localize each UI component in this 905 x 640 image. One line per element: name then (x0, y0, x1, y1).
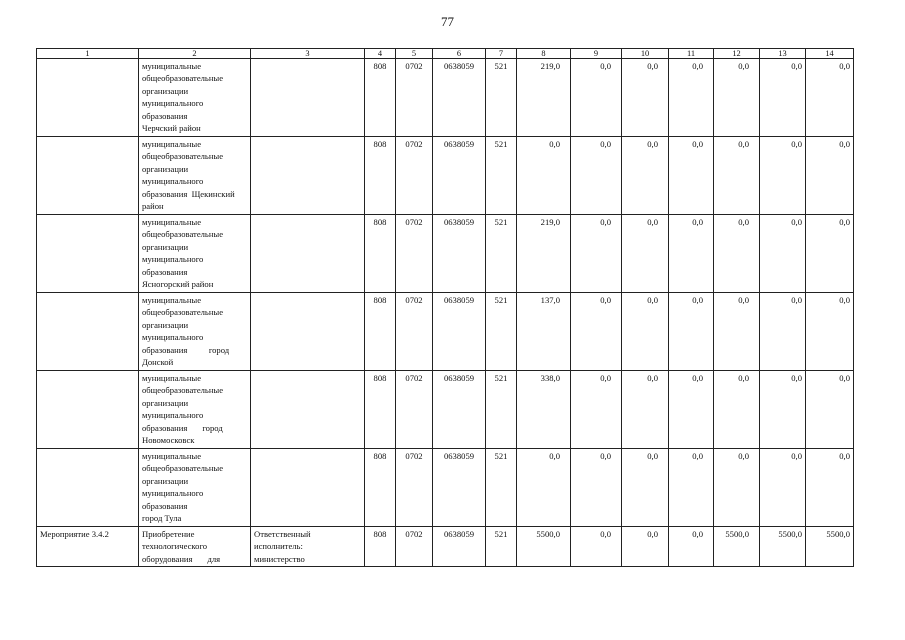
recipient-line: муниципального (142, 488, 204, 499)
recipient-line: район (142, 201, 164, 212)
cell-amount: 0,0 (669, 371, 714, 449)
recipient-line: муниципальные (142, 217, 202, 227)
recipient-line: образования (142, 266, 188, 277)
cell-expense-type: 521 (486, 215, 517, 293)
recipient-line: Донской (142, 357, 174, 368)
recipient-line: организации (142, 241, 189, 252)
cell-amount: 0,0 (571, 293, 622, 371)
table-row (37, 371, 854, 449)
col-header: 10 (622, 49, 669, 59)
col-header: 4 (365, 49, 396, 59)
cell-target-article: 0638059 (433, 59, 486, 137)
cell-amount: 0,0 (806, 293, 854, 371)
cell-recipient (139, 449, 251, 527)
cell-expense-type: 521 (486, 371, 517, 449)
cell-grbs: 808 (365, 527, 396, 567)
recipient-line: образования Щекинский (142, 188, 235, 199)
recipient-line: общеобразовательные (142, 229, 224, 240)
cell-amount: 0,0 (622, 59, 669, 137)
recipient-line: муниципальные (142, 373, 202, 383)
cell-amount: 0,0 (806, 137, 854, 215)
page-number: 77 (441, 14, 454, 29)
cell-amount: 0,0 (571, 59, 622, 137)
budget-table (36, 48, 854, 567)
recipient-line: муниципальные (142, 451, 202, 461)
cell-section: 0702 (396, 527, 433, 567)
cell-recipient (139, 59, 251, 137)
recipient-line: общеобразовательные (142, 307, 224, 318)
col-header: 12 (714, 49, 760, 59)
cell-expense-type: 521 (486, 59, 517, 137)
recipient-line: образования (142, 110, 188, 121)
cell-amount: 219,0 (517, 59, 571, 137)
cell-recipient (139, 527, 251, 567)
recipient-line: организации (142, 397, 189, 408)
cell-target-article: 0638059 (433, 527, 486, 567)
cell-section: 0702 (396, 293, 433, 371)
recipient-line: муниципального (142, 410, 204, 421)
cell-amount: 0,0 (714, 371, 760, 449)
recipient-line: Черчский район (142, 123, 201, 134)
recipient-line: муниципального (142, 254, 204, 265)
cell-expense-type: 521 (486, 137, 517, 215)
recipient-line: образования город (142, 344, 230, 355)
table-row (37, 293, 854, 371)
cell-section: 0702 (396, 215, 433, 293)
cell-expense-type: 521 (486, 449, 517, 527)
cell-grbs: 808 (365, 449, 396, 527)
recipient-line: образования город (142, 422, 223, 433)
cell-executor (251, 371, 365, 449)
column-number-row (37, 49, 854, 59)
recipient-line: муниципальные (142, 61, 202, 71)
cell-target-article: 0638059 (433, 371, 486, 449)
table-row (37, 215, 854, 293)
cell-section: 0702 (396, 449, 433, 527)
col-header: 7 (486, 49, 517, 59)
col-header: 3 (251, 49, 365, 59)
recipient-line: муниципального (142, 176, 204, 187)
cell-amount: 0,0 (760, 449, 806, 527)
cell-recipient (139, 293, 251, 371)
col-header: 8 (517, 49, 571, 59)
cell-amount: 0,0 (760, 215, 806, 293)
cell-section: 0702 (396, 371, 433, 449)
recipient-line: муниципальные (142, 139, 202, 149)
executor-line: исполнитель: (254, 541, 303, 552)
col-header: 9 (571, 49, 622, 59)
cell-amount: 0,0 (806, 449, 854, 527)
cell-executor (251, 293, 365, 371)
cell-section: 0702 (396, 137, 433, 215)
cell-amount: 5500,0 (760, 527, 806, 567)
recipient-line: организации (142, 85, 189, 96)
cell-grbs: 808 (365, 59, 396, 137)
recipient-line: организации (142, 163, 189, 174)
cell-executor (251, 527, 365, 567)
recipient-line: оборудования для (142, 553, 221, 564)
cell-recipient (139, 215, 251, 293)
cell-executor (251, 215, 365, 293)
cell-amount: 338,0 (517, 371, 571, 449)
cell-amount: 0,0 (806, 215, 854, 293)
table-row (37, 59, 854, 137)
recipient-line: организации (142, 319, 189, 330)
cell-amount: 0,0 (669, 293, 714, 371)
cell-amount: 0,0 (760, 293, 806, 371)
cell-target-article: 0638059 (433, 449, 486, 527)
recipient-line: Приобретение (142, 529, 195, 539)
cell-recipient (139, 371, 251, 449)
recipient-line: образования (142, 500, 188, 511)
recipient-line: муниципального (142, 98, 204, 109)
recipient-line: Ясногорский район (142, 279, 214, 290)
cell-amount: 0,0 (622, 137, 669, 215)
recipient-line: технологического (142, 541, 208, 552)
cell-amount: 0,0 (760, 59, 806, 137)
cell-target-article: 0638059 (433, 137, 486, 215)
recipient-line: общеобразовательные (142, 151, 224, 162)
cell-amount: 0,0 (760, 137, 806, 215)
cell-target-article: 0638059 (433, 215, 486, 293)
cell-activity (37, 449, 139, 527)
cell-amount: 0,0 (714, 137, 760, 215)
cell-amount: 0,0 (714, 449, 760, 527)
cell-amount: 0,0 (669, 59, 714, 137)
cell-amount: 0,0 (622, 293, 669, 371)
table-row (37, 527, 854, 567)
cell-grbs: 808 (365, 293, 396, 371)
cell-amount: 5500,0 (517, 527, 571, 567)
cell-amount: 0,0 (669, 215, 714, 293)
cell-activity (37, 293, 139, 371)
cell-grbs: 808 (365, 371, 396, 449)
cell-amount: 0,0 (806, 371, 854, 449)
cell-grbs: 808 (365, 215, 396, 293)
cell-amount: 0,0 (571, 527, 622, 567)
cell-amount: 0,0 (669, 527, 714, 567)
cell-amount: 0,0 (517, 137, 571, 215)
cell-amount: 0,0 (517, 449, 571, 527)
cell-activity: Мероприятие 3.4.2 (37, 527, 139, 567)
cell-grbs: 808 (365, 137, 396, 215)
cell-expense-type: 521 (486, 527, 517, 567)
cell-target-article: 0638059 (433, 293, 486, 371)
cell-amount: 0,0 (571, 371, 622, 449)
cell-amount: 219,0 (517, 215, 571, 293)
cell-amount: 0,0 (571, 449, 622, 527)
table-row (37, 137, 854, 215)
cell-amount: 0,0 (571, 137, 622, 215)
executor-line: Ответственный (254, 529, 311, 539)
recipient-line: Новомосковск (142, 435, 195, 446)
cell-amount: 0,0 (669, 449, 714, 527)
cell-amount: 0,0 (622, 527, 669, 567)
col-header: 11 (669, 49, 714, 59)
cell-executor (251, 59, 365, 137)
cell-executor (251, 449, 365, 527)
recipient-line: общеобразовательные (142, 73, 224, 84)
executor-line: министерство (254, 553, 305, 564)
cell-amount: 0,0 (571, 215, 622, 293)
cell-amount: 0,0 (806, 59, 854, 137)
cell-amount: 0,0 (669, 137, 714, 215)
cell-activity (37, 59, 139, 137)
cell-activity (37, 215, 139, 293)
cell-executor (251, 137, 365, 215)
recipient-line: муниципального (142, 332, 204, 343)
cell-amount: 5500,0 (806, 527, 854, 567)
recipient-line: общеобразовательные (142, 385, 224, 396)
col-header: 14 (806, 49, 854, 59)
col-header: 5 (396, 49, 433, 59)
table-row (37, 449, 854, 527)
cell-activity (37, 371, 139, 449)
recipient-line: муниципальные (142, 295, 202, 305)
cell-amount: 5500,0 (714, 527, 760, 567)
cell-amount: 137,0 (517, 293, 571, 371)
col-header: 13 (760, 49, 806, 59)
col-header: 1 (37, 49, 139, 59)
col-header: 6 (433, 49, 486, 59)
recipient-line: город Тула (142, 513, 182, 524)
cell-amount: 0,0 (622, 449, 669, 527)
cell-amount: 0,0 (714, 215, 760, 293)
cell-section: 0702 (396, 59, 433, 137)
recipient-line: организации (142, 475, 189, 486)
cell-amount: 0,0 (714, 59, 760, 137)
cell-expense-type: 521 (486, 293, 517, 371)
cell-amount: 0,0 (622, 371, 669, 449)
cell-recipient (139, 137, 251, 215)
col-header: 2 (139, 49, 251, 59)
cell-activity (37, 137, 139, 215)
cell-amount: 0,0 (714, 293, 760, 371)
cell-amount: 0,0 (622, 215, 669, 293)
cell-amount: 0,0 (760, 371, 806, 449)
recipient-line: общеобразовательные (142, 463, 224, 474)
